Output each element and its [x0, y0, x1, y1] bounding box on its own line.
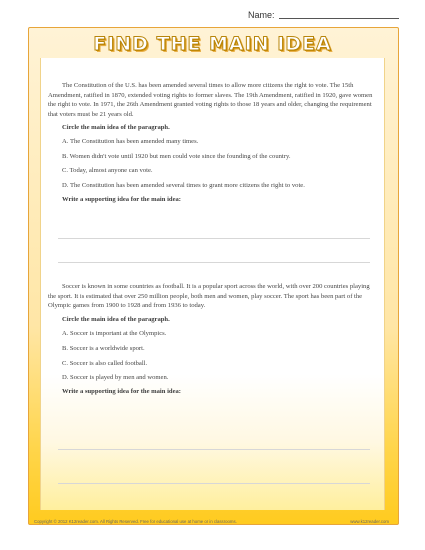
section-1-option-b[interactable]: B. Women didn't vote until 1920 but men could vote since the founding of the country. — [62, 152, 291, 160]
name-label: Name: — [248, 10, 275, 20]
copyright-text: Copyright © 2012 K12reader.com. All Rights Reserved. Free for educational use at home or in classrooms. — [34, 519, 237, 524]
worksheet-title: FIND THE MAIN IDEA — [93, 33, 332, 55]
section-1 — [48, 81, 374, 205]
section-1-option-c[interactable]: C. Today, almost anyone can vote. — [62, 167, 153, 175]
section-1-option-a[interactable]: A. The Constitution has been amended many times. — [62, 137, 199, 145]
section-2 — [48, 282, 374, 396]
section-1-answer-line-2[interactable] — [58, 262, 370, 263]
section-2-prompt: Write a supporting idea for the main idea: — [62, 387, 181, 395]
section-1-prompt: Write a supporting idea for the main idea: — [62, 196, 181, 204]
name-field — [248, 10, 399, 20]
section-2-answer-line-1[interactable] — [58, 449, 370, 450]
section-1-question: Circle the main idea of the paragraph. — [62, 124, 170, 132]
section-2-option-d[interactable]: D. Soccer is played by men and women. — [62, 374, 169, 382]
section-2-question: Circle the main idea of the paragraph. — [62, 315, 170, 323]
section-1-answer-line-1[interactable] — [58, 238, 370, 239]
section-1-option-d[interactable]: D. The Constitution has been amended several times to grant more citizens the right to vote. — [62, 181, 305, 189]
section-2-option-a[interactable]: A. Soccer is important at the Olympics. — [62, 330, 167, 338]
website-link[interactable]: www.k12reader.com — [350, 519, 389, 524]
name-blank[interactable] — [279, 18, 399, 19]
section-2-option-c[interactable]: C. Soccer is also called football. — [62, 359, 148, 367]
section-2-option-b[interactable]: B. Soccer is a worldwide sport. — [62, 344, 145, 352]
section-2-answer-line-2[interactable] — [58, 483, 370, 484]
section-1-paragraph: The Constitution of the U.S. has been amended several times to allow more citizens the right to vote. The 15th Amendment, ratified in 1870, extended voting rights to former slaves. The 19th Amendment, ratified in 1920, gave women the right to vote. In 1971, the 26th Amendment granted voting rights to those 18 years and older, changing the requirement that voters must be 21 years old. — [48, 82, 373, 118]
section-2-paragraph: Soccer is known in some countries as football. It is a popular sport across the world, with over 200 countries playing the sport. It is estimated that over 250 million people, both men and women, play soccer. The sport has been part of the Olympic games from 1900 to 1928 and from 1936 to today. — [48, 283, 370, 310]
